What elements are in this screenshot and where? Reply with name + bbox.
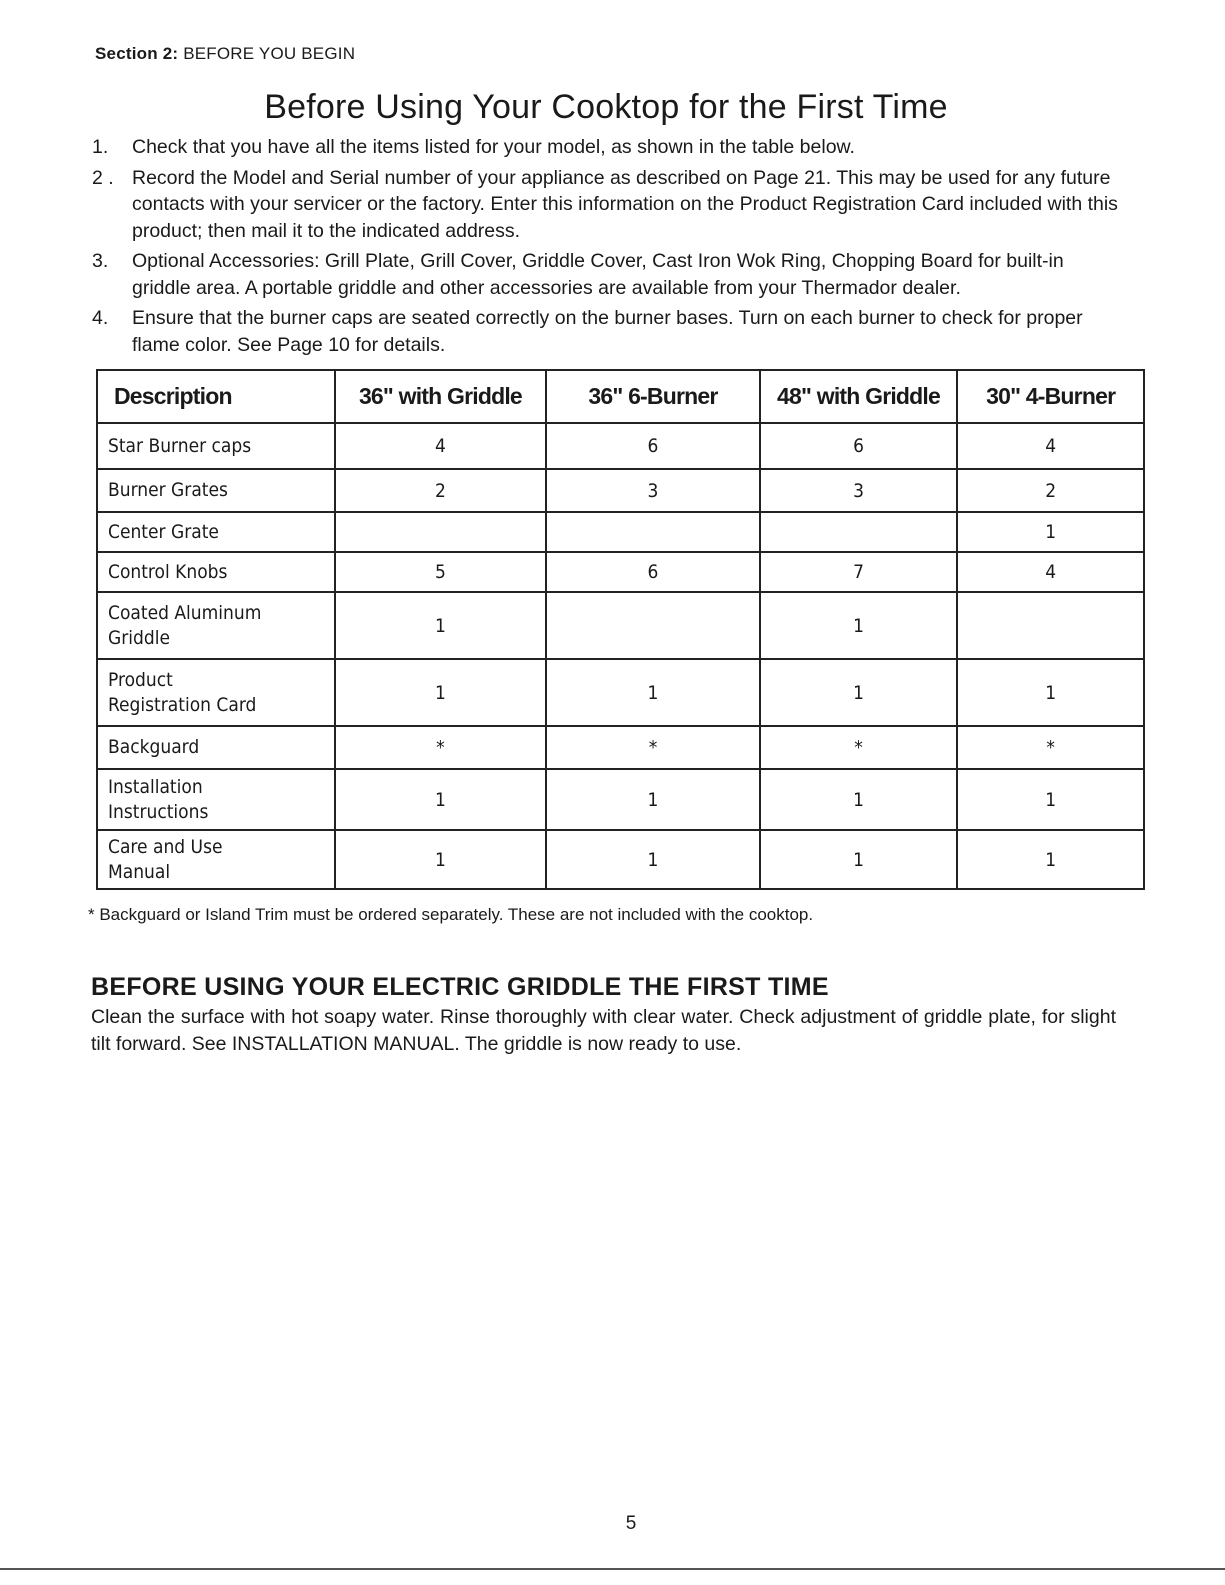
column-header: 36" with Griddle xyxy=(335,370,547,423)
table-cell: 1 xyxy=(760,769,958,830)
row-label-line: Manual xyxy=(108,860,171,883)
table-cell xyxy=(546,512,760,552)
row-label xyxy=(97,769,335,830)
table-cell: 4 xyxy=(957,423,1144,469)
table-cell: 1 xyxy=(957,659,1144,726)
section-header xyxy=(95,44,355,64)
table-header-row xyxy=(97,370,1144,423)
table-row xyxy=(97,769,1144,830)
table-cell: * xyxy=(760,726,958,769)
instruction-list xyxy=(92,134,1122,362)
table-row xyxy=(97,659,1144,726)
table-row xyxy=(97,592,1144,659)
row-label xyxy=(97,659,335,726)
griddle-heading: BEFORE USING YOUR ELECTRIC GRIDDLE THE FIRST TIME xyxy=(91,973,829,1001)
column-header: Description xyxy=(97,370,335,423)
row-label xyxy=(97,469,335,512)
table-cell: 1 xyxy=(335,592,547,659)
row-label-line: Center Grate xyxy=(108,520,219,543)
row-label-line: Product xyxy=(108,668,173,691)
table-row xyxy=(97,552,1144,592)
items-table xyxy=(96,369,1145,890)
row-label-line: Instructions xyxy=(108,800,209,823)
table-row xyxy=(97,726,1144,769)
table-cell: 4 xyxy=(335,423,547,469)
table-cell: 1 xyxy=(957,830,1144,889)
instruction-text: Optional Accessories: Grill Plate, Grill Cover, Griddle Cover, Cast Iron Wok Ring, Chopping Board for built-in griddle area. A portable griddle and other accessories are available from your Thermador dealer. xyxy=(132,250,1064,299)
row-label xyxy=(97,592,335,659)
table-row xyxy=(97,423,1144,469)
instruction-number: 2 . xyxy=(92,166,114,189)
table-cell: 1 xyxy=(760,592,958,659)
section-prefix: Section 2: xyxy=(95,44,179,63)
row-label-line: Griddle xyxy=(108,626,171,649)
row-label-line: Registration Card xyxy=(108,693,257,716)
row-label xyxy=(97,423,335,469)
column-header: 30" 4-Burner xyxy=(957,370,1144,423)
table-cell: 1 xyxy=(335,659,547,726)
table-cell: * xyxy=(546,726,760,769)
table-cell: 5 xyxy=(335,552,547,592)
griddle-instructions: Clean the surface with hot soapy water. Rinse thoroughly with clear water. Check adjustment of griddle plate, for slight tilt forward. See INSTALLATION MANUAL. The griddle is now ready to use. xyxy=(91,1006,1116,1055)
table-cell: 6 xyxy=(760,423,958,469)
row-label xyxy=(97,726,335,769)
row-label-line: Burner Grates xyxy=(108,479,228,501)
table-cell xyxy=(546,592,760,659)
instruction-number: 1. xyxy=(92,136,109,158)
row-label xyxy=(97,830,335,889)
row-label-line: Backguard xyxy=(108,736,200,758)
table-cell: 6 xyxy=(546,423,760,469)
table-cell: 1 xyxy=(546,659,760,726)
page-title: Before Using Your Cooktop for the First Time xyxy=(264,88,948,126)
bottom-rule xyxy=(0,1568,1225,1570)
table-cell: 1 xyxy=(760,830,958,889)
table-row xyxy=(97,469,1144,512)
instruction-item xyxy=(92,248,1122,301)
instruction-item xyxy=(92,305,1122,358)
table-cell: 1 xyxy=(957,769,1144,830)
instruction-number: 3. xyxy=(92,250,109,272)
row-label-line: Star Burner caps xyxy=(108,434,252,457)
table-cell: 2 xyxy=(957,469,1144,512)
row-label-line: Coated Aluminum xyxy=(108,601,262,624)
row-label xyxy=(97,512,335,552)
table-cell: 3 xyxy=(546,469,760,512)
row-label-line: Installation xyxy=(108,775,203,798)
page-number: 5 xyxy=(625,1513,637,1534)
instruction-text: Ensure that the burner caps are seated correctly on the burner bases. Turn on each burner to check for proper flame color. See Page 10 for details. xyxy=(132,307,1083,356)
table-cell xyxy=(957,592,1144,659)
instruction-text: Check that you have all the items listed for your model, as shown in the table below. xyxy=(132,136,855,158)
section-title: BEFORE YOU BEGIN xyxy=(183,44,356,63)
instruction-text: Record the Model and Serial number of your appliance as described on Page 21. This may be used for any future contacts with your servicer or the factory. Enter this information on the Product Registration Card included with this product; then mail it to the indicated address. xyxy=(132,166,1118,242)
table-cell xyxy=(760,512,958,552)
footnote: * Backguard or Island Trim must be ordered separately. These are not included with the cooktop. xyxy=(88,905,814,924)
instruction-item xyxy=(92,134,1122,161)
table-cell: * xyxy=(957,726,1144,769)
table-cell: 6 xyxy=(546,552,760,592)
table-cell: 2 xyxy=(335,469,547,512)
instruction-item xyxy=(92,165,1122,245)
row-label-line: Care and Use xyxy=(108,835,223,858)
table-cell: 1 xyxy=(957,512,1144,552)
table-cell: 1 xyxy=(760,659,958,726)
instruction-number: 4. xyxy=(92,307,109,329)
table-cell: 3 xyxy=(760,469,958,512)
row-label-line: Control Knobs xyxy=(108,560,228,583)
table-cell: 1 xyxy=(546,830,760,889)
table-cell: 1 xyxy=(335,769,547,830)
table-row xyxy=(97,512,1144,552)
table-cell: 1 xyxy=(335,830,547,889)
table-row xyxy=(97,830,1144,889)
table-cell: * xyxy=(335,726,547,769)
table-cell: 1 xyxy=(546,769,760,830)
column-header: 36" 6-Burner xyxy=(546,370,760,423)
column-header: 48" with Griddle xyxy=(760,370,958,423)
table-cell: 4 xyxy=(957,552,1144,592)
row-label xyxy=(97,552,335,592)
table-cell xyxy=(335,512,547,552)
table-cell: 7 xyxy=(760,552,958,592)
